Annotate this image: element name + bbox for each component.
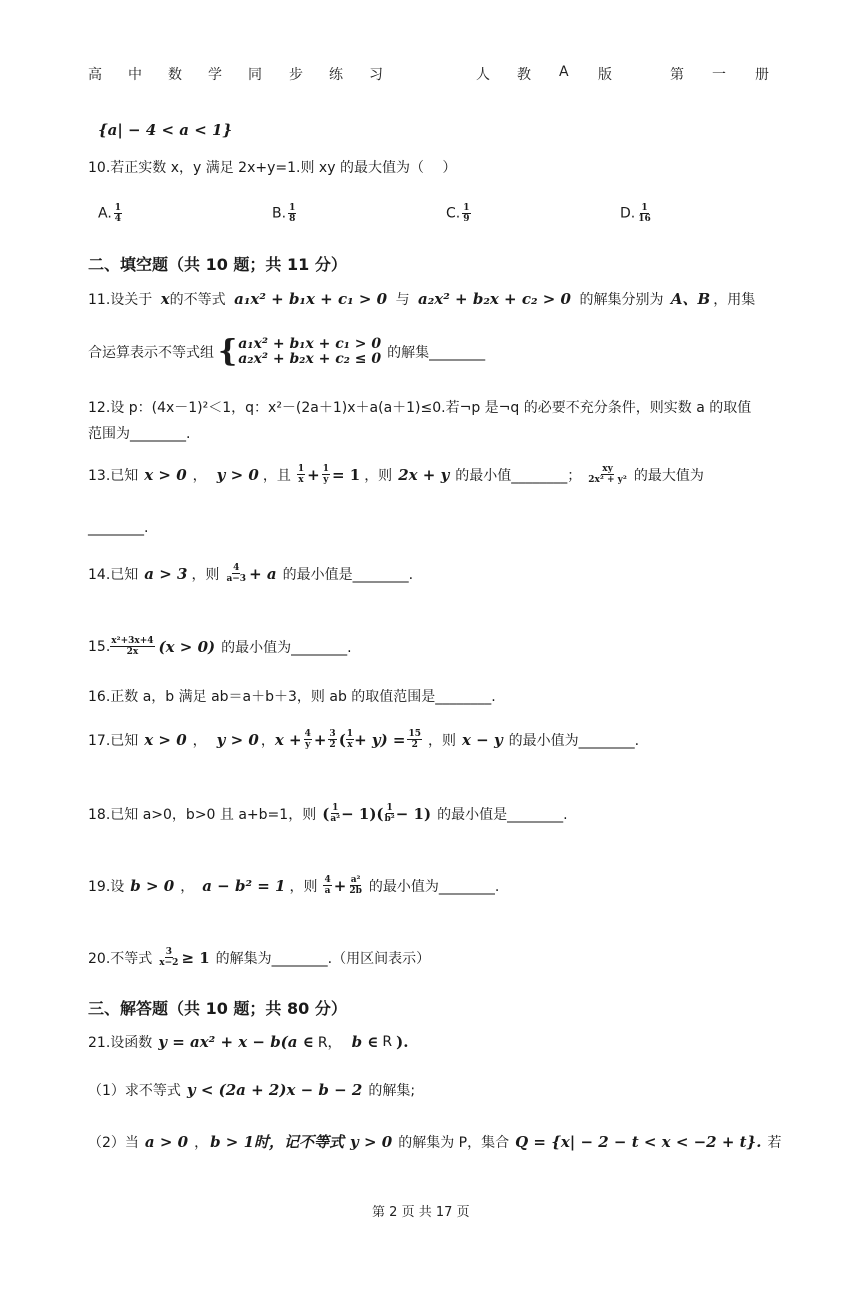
numerator: xy: [602, 464, 613, 474]
numerator: 1: [289, 203, 296, 213]
text: ，: [192, 467, 207, 484]
text: ，: [260, 732, 275, 749]
text: ，则: [289, 878, 318, 895]
math: y > 0: [350, 1132, 393, 1151]
question-18: [88, 803, 568, 824]
fraction: [346, 729, 354, 750]
numerator: 3: [329, 729, 336, 739]
text: 的解集分别为: [579, 292, 664, 308]
numerator: a²: [350, 875, 361, 885]
text: 的最小值________；: [455, 467, 582, 484]
math: x: [160, 290, 170, 308]
text: ，则: [428, 732, 456, 749]
fraction: [322, 464, 330, 485]
question-14: [88, 563, 413, 584]
header-char: 习: [369, 67, 383, 83]
question-13-line1: [88, 464, 704, 485]
denominator: x: [347, 740, 353, 750]
header-char: 同: [248, 67, 262, 83]
denominator: x−2: [159, 958, 179, 968]
text: 合运算表示不等式组: [88, 345, 214, 361]
text: 共: [418, 1205, 432, 1220]
text: 13.已知: [88, 467, 139, 484]
denominator: 16: [638, 214, 651, 224]
question-11-line2: [88, 334, 486, 369]
numerator: 4: [304, 729, 311, 739]
math: = 1: [331, 465, 361, 484]
text: ，用集: [713, 292, 756, 308]
math: +: [313, 730, 327, 749]
math: a > 3: [144, 564, 188, 583]
question-12-line1: 12.设 p：(4x－1)²＜1，q：x²－(2a＋1)x＋a(a＋1)≤0.若¬p 是¬q 的必要不充分条件，则实数 a 的取值: [88, 400, 752, 416]
denominator: 9: [463, 214, 470, 224]
question-15: [88, 636, 352, 657]
question-21-part1: [88, 1080, 415, 1100]
denominator: a: [324, 886, 331, 896]
text: R，: [317, 1035, 342, 1051]
text: 的解集为________.（用区间表示）: [215, 950, 431, 967]
math: a₂x² + b₂x + c₂ > 0: [418, 290, 571, 308]
text: 第: [372, 1205, 386, 1220]
text: 11.设关于: [88, 292, 153, 308]
text: 21.设函数: [88, 1035, 153, 1051]
text: 与: [395, 292, 410, 308]
fraction: [114, 203, 122, 224]
text: 的最小值为________.: [508, 732, 640, 749]
denominator: x: [298, 475, 304, 485]
fraction: [462, 203, 470, 224]
q10-option-d: [620, 203, 654, 224]
math: x > 0: [144, 730, 187, 749]
header-char: 版: [598, 67, 612, 83]
text: 19.设: [88, 878, 125, 895]
denominator: 2x: [126, 647, 139, 657]
header-char: 学: [208, 67, 222, 83]
text: 14.已知: [88, 566, 139, 583]
text: 的解集________: [387, 345, 486, 361]
question-10: 10.若正实数 x，y 满足 2x+y=1.则 xy 的最大值为（ ）: [88, 160, 457, 176]
text: 的最小值是________.: [437, 806, 568, 823]
denominator: y: [305, 740, 311, 750]
text: 页: [456, 1205, 470, 1220]
q10-option-c: [446, 203, 473, 224]
fraction: [297, 464, 305, 485]
denominator: b²: [384, 814, 395, 824]
text: 页: [401, 1205, 415, 1220]
math: 2x + y: [398, 465, 450, 484]
fraction: [637, 203, 652, 224]
text: ，: [194, 1134, 209, 1151]
text: ，且: [262, 467, 291, 484]
text: 15.: [88, 638, 111, 655]
header-char: 中: [128, 67, 142, 83]
system-lines: [238, 337, 381, 367]
math: Q = {x| − 2 − t < x < −2 + t}.: [515, 1132, 762, 1151]
math: a − b² = 1: [202, 876, 286, 895]
text: ，则: [364, 467, 393, 484]
fraction: [323, 875, 331, 896]
text: 的解集;: [368, 1083, 416, 1099]
question-21-part2: [88, 1131, 781, 1152]
text: 的最大值为: [633, 467, 704, 484]
fraction: [348, 875, 363, 896]
numerator: 4: [233, 563, 240, 573]
denominator: 2: [411, 740, 418, 750]
math: + y) =: [354, 730, 406, 749]
option-letter: C.: [446, 205, 461, 222]
header-char: 第: [670, 67, 684, 83]
text: 18.已知 a>0，b>0 且 a+b=1，则: [88, 806, 317, 823]
system-line: a₁x² + b₁x + c₁ > 0: [238, 336, 382, 352]
header-char: 教: [517, 67, 531, 83]
numerator: 1: [386, 803, 393, 813]
fraction: [110, 636, 154, 657]
math: y = ax² + x − b(a ∈: [158, 1033, 314, 1051]
numerator: 1: [297, 464, 305, 474]
text: 的解集为 P，集合: [398, 1134, 510, 1151]
option-letter: D.: [620, 205, 636, 222]
numerator: 1: [463, 203, 470, 213]
math: y > 0: [216, 730, 259, 749]
question-21: [88, 1032, 408, 1052]
text: 的最小值为________.: [221, 639, 352, 656]
brace-icon: {: [218, 334, 238, 369]
question-13-line2: ________.: [88, 520, 149, 536]
option-letter: A.: [98, 205, 112, 222]
math: x − y: [462, 730, 503, 749]
text: ，则: [191, 566, 220, 583]
numerator: 15: [408, 729, 421, 739]
math: (: [322, 804, 330, 823]
math: x > 0: [144, 465, 187, 484]
denominator: 4: [114, 214, 122, 224]
fraction: [158, 947, 179, 968]
header-char: 一: [712, 67, 726, 83]
numerator: 1: [332, 803, 339, 813]
denominator: 8: [289, 214, 296, 224]
section-title-answer: 三、解答题（共 10 题；共 80 分）: [88, 999, 347, 1018]
math: (x > 0): [158, 637, 216, 656]
math: y > 0: [216, 465, 259, 484]
text: （1）求不等式: [88, 1083, 181, 1099]
math: b > 0: [130, 876, 175, 895]
denominator: a²: [330, 814, 341, 824]
math: − 1)(: [341, 804, 384, 823]
page-total: 17: [435, 1205, 453, 1220]
numerator: 3: [165, 947, 172, 957]
fraction: [587, 464, 628, 485]
math: x +: [274, 730, 302, 749]
option-letter: B.: [272, 205, 287, 222]
fraction: [288, 203, 296, 224]
fraction: [329, 803, 341, 824]
text: ，: [192, 732, 207, 749]
math: +: [307, 465, 320, 484]
text: R: [382, 1034, 393, 1050]
math: + a: [249, 564, 277, 583]
question-17: [88, 729, 639, 750]
text: （2）当: [88, 1134, 139, 1151]
q10-option-a: [98, 203, 124, 224]
question-19: [88, 875, 499, 896]
denominator: 2b: [349, 886, 362, 896]
text: 若: [767, 1134, 782, 1151]
math: y < (2a + 2)x − b − 2: [186, 1081, 363, 1099]
header-char: 人: [476, 67, 490, 83]
header-char: 步: [289, 67, 303, 83]
fraction: [328, 729, 336, 750]
section-title-fill-in: 二、填空题（共 10 题；共 11 分）: [88, 255, 347, 274]
text: 的最小值是________.: [282, 566, 414, 583]
math: a₁x² + b₁x + c₁ > 0: [234, 290, 388, 308]
question-11-line1: [88, 288, 755, 309]
text: 的不等式: [169, 292, 226, 308]
math: (: [338, 730, 346, 749]
header-char: A: [559, 64, 569, 80]
header-char: 数: [168, 67, 182, 83]
math: b ∈: [351, 1033, 379, 1051]
denominator: y: [323, 475, 329, 485]
fraction: [225, 563, 247, 584]
text: ，: [180, 878, 195, 895]
question-16: 16.正数 a，b 满足 ab＝a＋b＋3，则 ab 的取值范围是________.: [88, 689, 496, 705]
numerator: 1: [322, 464, 329, 474]
text: 17.已知: [88, 732, 139, 749]
system-of-inequalities: [218, 334, 382, 369]
math: b > 1时，记不等式: [210, 1133, 345, 1151]
text: 20.不等式: [88, 950, 153, 967]
denominator: 2: [329, 740, 336, 750]
math: − 1): [395, 804, 432, 823]
prev-answer: {a| − 4 < a < 1}: [98, 121, 233, 139]
question-20: [88, 947, 430, 968]
math: +: [333, 876, 347, 895]
numerator: 1: [114, 203, 122, 213]
header-char: 练: [329, 67, 343, 83]
system-line: a₂x² + b₂x + c₂ ≤ 0: [238, 351, 382, 367]
math: A、B: [670, 290, 711, 308]
numerator: 4: [324, 875, 331, 885]
text: 的最小值为________.: [368, 878, 500, 895]
fraction: [304, 729, 312, 750]
page-number: 2: [389, 1205, 398, 1220]
denominator: 2x² + y²: [588, 475, 627, 485]
math: ).: [396, 1033, 409, 1051]
page-footer: [372, 1201, 470, 1220]
numerator: 1: [346, 729, 354, 739]
fraction: [384, 803, 396, 824]
math: ≥ 1: [181, 948, 210, 967]
fraction: [407, 729, 422, 750]
header-char: 册: [755, 67, 769, 83]
q10-option-b: [272, 203, 298, 224]
numerator: x²+3x+4: [111, 636, 154, 646]
header-char: 高: [88, 67, 102, 83]
numerator: 1: [641, 203, 648, 213]
math: a > 0: [144, 1132, 189, 1151]
question-12-line2: 范围为________.: [88, 426, 191, 442]
denominator: a−3: [226, 574, 247, 584]
